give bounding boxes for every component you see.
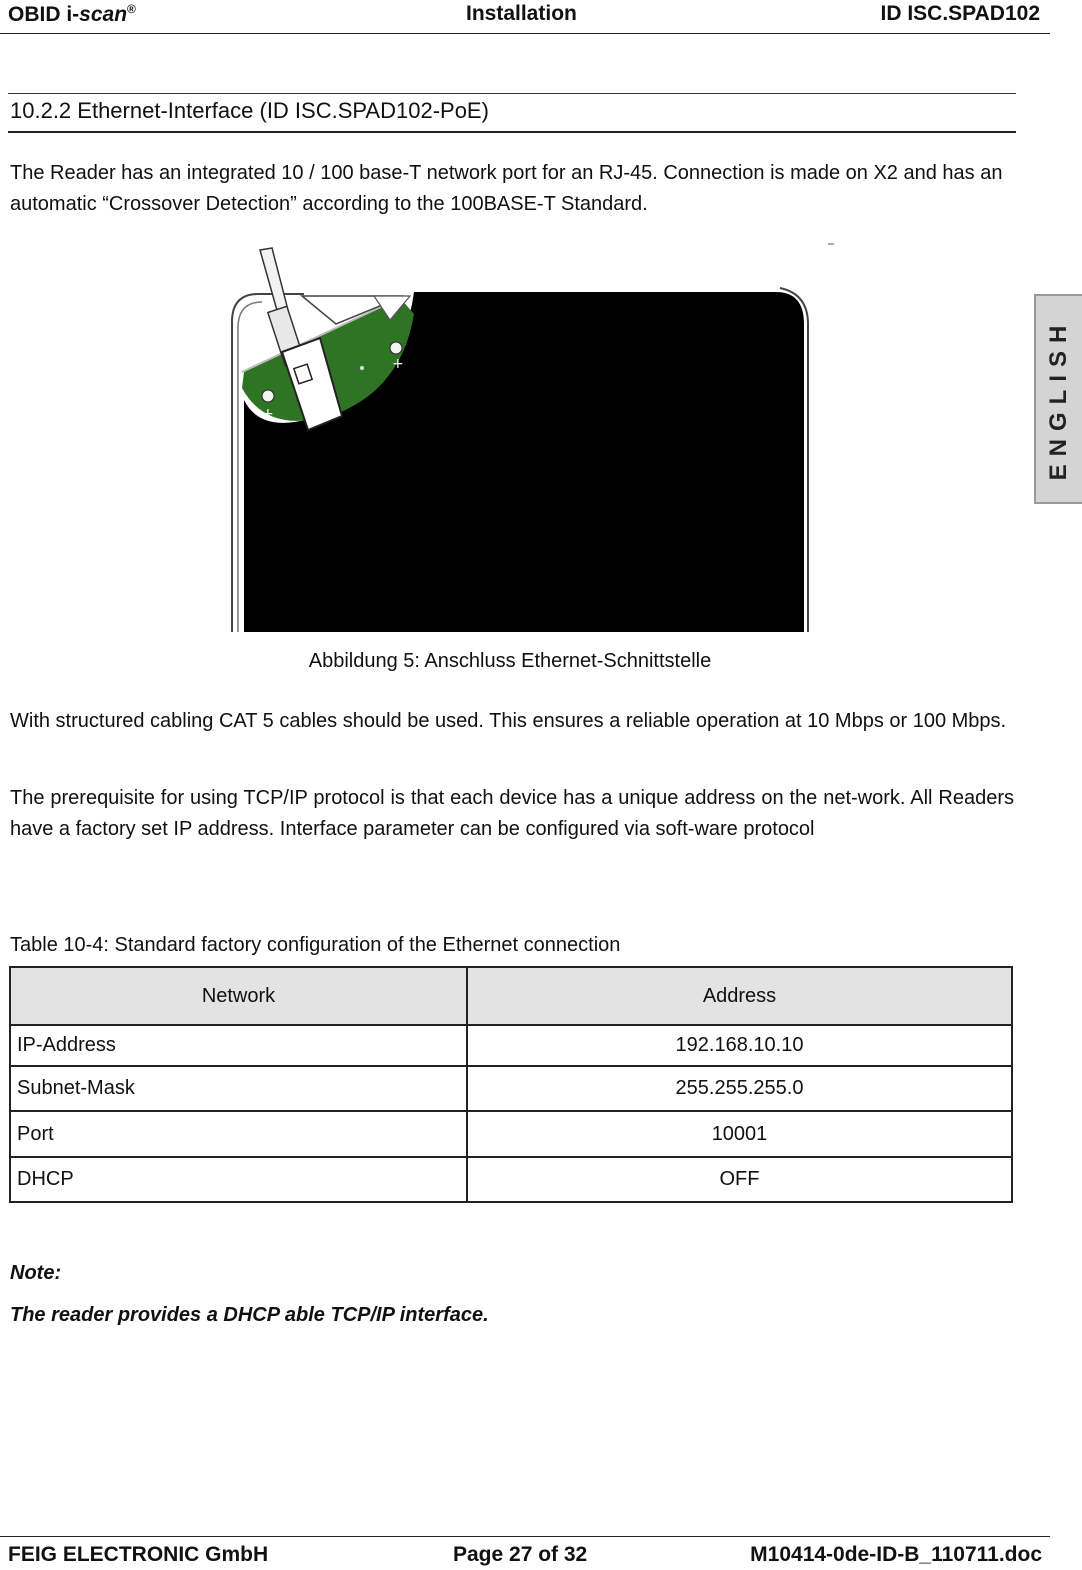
table-cell-key: Port — [10, 1111, 467, 1157]
table-cell-key: DHCP — [10, 1157, 467, 1202]
table-cell-value: 255.255.255.0 — [467, 1066, 1012, 1111]
header-section: Installation — [466, 2, 577, 25]
ethernet-connection-figure — [224, 240, 840, 636]
table-row — [10, 1157, 1012, 1202]
page-header — [0, 0, 1050, 34]
svg-text:+: + — [392, 356, 404, 372]
intro-paragraph: The Reader has an integrated 10 / 100 base-T network port for an RJ-45. Connection is made on X2 and has an automatic “Crossover Detection” according to the 100BASE-T Standard. — [10, 162, 1003, 215]
section-heading: 10.2.2 Ethernet-Interface (ID ISC.SPAD102-PoE) — [8, 93, 1016, 133]
footer-page-number: Page 27 of 32 — [453, 1543, 588, 1566]
ethernet-config-table — [9, 966, 1013, 1203]
table-header-row — [10, 967, 1012, 1025]
table-header-address: Address — [467, 967, 1012, 1025]
mount-hole-left — [262, 390, 274, 402]
page-footer — [0, 1536, 1050, 1570]
svg-text:+: + — [262, 406, 274, 422]
table-cell-value: 192.168.10.10 — [467, 1025, 1012, 1066]
table-cell-value: 10001 — [467, 1111, 1012, 1157]
footer-company: FEIG ELECTRONIC GmbH — [8, 1543, 269, 1566]
ethernet-cable — [260, 248, 288, 314]
note-label: Note: — [10, 1262, 62, 1284]
table-header-network: Network — [10, 967, 467, 1025]
table-cell-key: Subnet-Mask — [10, 1066, 467, 1111]
table-cell-value: OFF — [467, 1157, 1012, 1202]
header-brand: OBID i-scan® — [8, 2, 136, 26]
header-doc-id: ID ISC.SPAD102 — [880, 2, 1040, 25]
mount-hole-right — [390, 342, 402, 354]
prerequisite-paragraph: The prerequisite for using TCP/IP protocol is that each device has a unique address on the net-work. All Readers have a factory set IP address. Interface parameter can be configured via soft-ware protocol — [10, 787, 1014, 840]
table-row — [10, 1111, 1012, 1157]
table-caption: Table 10-4: Standard factory configuration of the Ethernet connection — [10, 934, 621, 956]
reader-device-illustration — [224, 240, 840, 636]
figure-caption: Abbildung 5: Anschluss Ethernet-Schnittstelle — [308, 650, 712, 672]
table-cell-key: IP-Address — [10, 1025, 467, 1066]
note-text: The reader provides a DHCP able TCP/IP interface. — [10, 1304, 489, 1326]
footer-file-name: M10414-0de-ID-B_110711.doc — [750, 1543, 1042, 1566]
language-label: ENGLISH — [1045, 317, 1072, 481]
table-row — [10, 1066, 1012, 1111]
language-side-tab — [1034, 294, 1082, 504]
cabling-paragraph: With structured cabling CAT 5 cables should be used. This ensures a reliable operation at 10 Mbps or 100 Mbps. — [10, 710, 1007, 732]
table-row — [10, 1025, 1012, 1066]
